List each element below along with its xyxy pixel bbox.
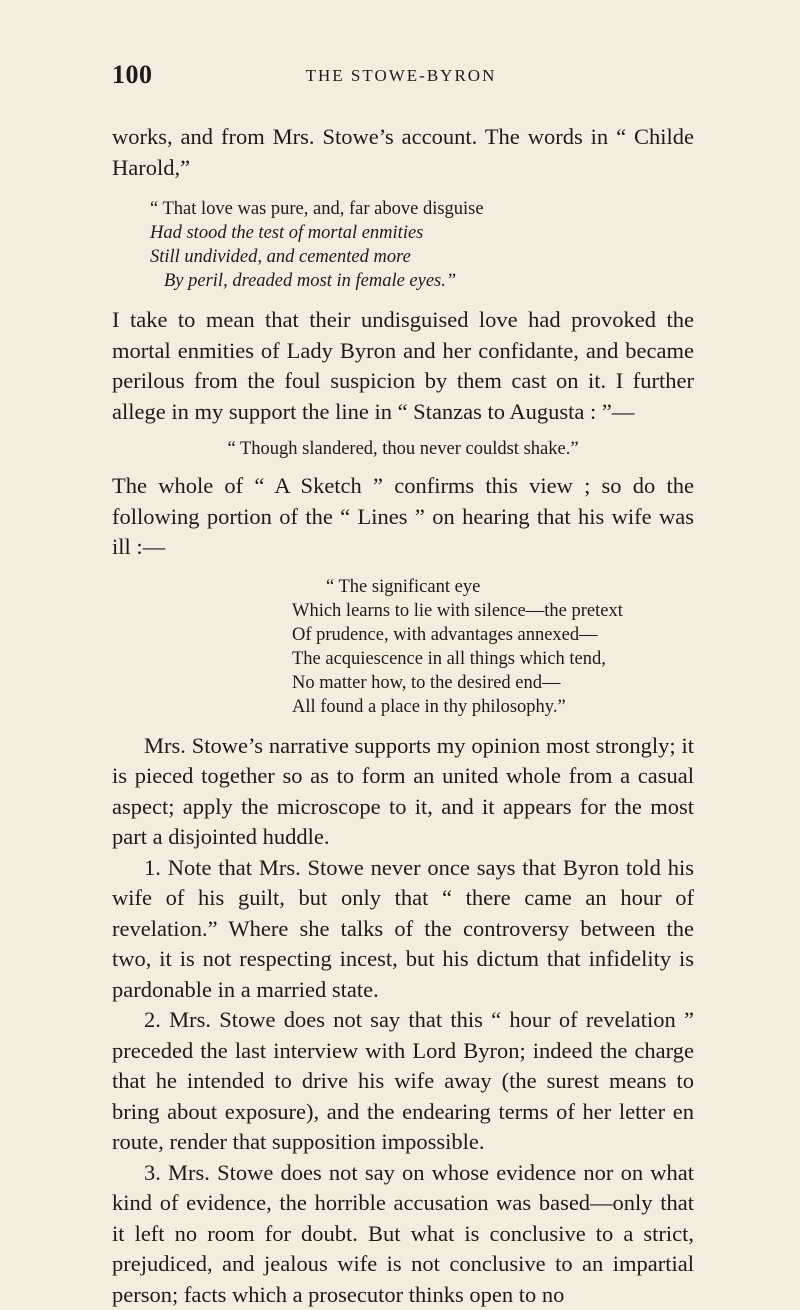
quote-line: Still undivided, and cemented more (112, 245, 694, 269)
quote-line: By peril, dreaded most in female eyes.” (112, 269, 694, 293)
running-title: THE STOWE-BYRON (112, 66, 690, 86)
quote-line: “ Though slandered, thou never couldst shake.” (227, 439, 578, 459)
paragraph-7: 3. Mrs. Stowe does not say on whose evidence nor on what kind of evidence, the horrible accusation was based—only that it left no room for doubt. But what is conclusive to a strict, prejudiced, and jealous wife is not conclusive to an impartial person; facts which a prosecutor thinks open to no (112, 1158, 694, 1310)
quote-stanzas-to-augusta (112, 437, 694, 461)
paragraph-5: 1. Note that Mrs. Stowe never once says that Byron told his wife of his guilt, but only that “ there came an hour of revelation.” Where she talks of the controversy between the two, it is not respecting incest, but his dictum that infidelity is pardonable in a married state. (112, 853, 694, 1006)
paragraph-1: works, and from Mrs. Stowe’s account. The words in “ Childe Harold,” (112, 122, 694, 183)
quote-line: All found a place in thy philosophy.” (112, 695, 694, 719)
quote-lines (112, 575, 694, 719)
paragraph-2: I take to mean that their undisguised love had provoked the mortal enmities of Lady Byron and her confidante, and became perilous from the foul suspicion by them cast on it. I further allege in my support the line in “ Stanzas to Augusta : ”— (112, 305, 694, 427)
paragraph-6: 2. Mrs. Stowe does not say that this “ hour of revelation ” preceded the last interview with Lord Byron; indeed the charge that he intended to drive his wife away (the surest means to bring about exposure), and the endearing terms of her letter en route, render that supposition impossible. (112, 1005, 694, 1158)
quote-line: No matter how, to the desired end— (112, 671, 694, 695)
quote-line: Which learns to lie with silence—the pretext (112, 599, 694, 623)
paragraph-3: The whole of “ A Sketch ” confirms this view ; so do the following portion of the “ Lines ” on hearing that his wife was ill :— (112, 471, 694, 563)
paragraph-4: Mrs. Stowe’s narrative supports my opinion most strongly; it is pieced together so as to form an united whole from a casual aspect; apply the microscope to it, and it appears for the most part a disjointed huddle. (112, 731, 694, 853)
page-body (112, 122, 694, 1310)
quote-line: The acquiescence in all things which tend, (112, 647, 694, 671)
quote-line: “ That love was pure, and, far above disguise (112, 197, 694, 221)
quote-line: Had stood the test of mortal enmities (112, 221, 694, 245)
page-header (112, 60, 690, 96)
quote-childe-harold (112, 197, 694, 293)
page-number: 100 (112, 60, 153, 90)
quote-line: “ The significant eye (112, 575, 694, 599)
quote-line: Of prudence, with advantages annexed— (112, 623, 694, 647)
